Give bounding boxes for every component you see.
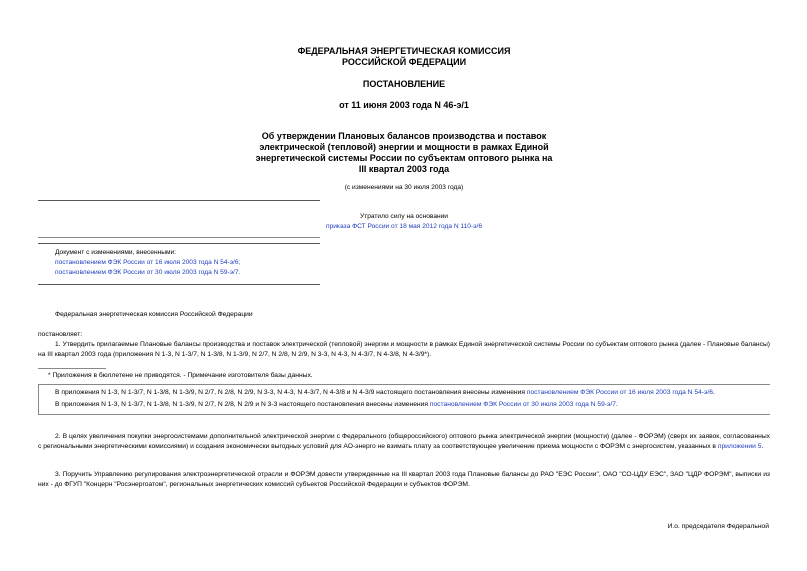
amended-note: (с изменениями на 30 июля 2003 года) xyxy=(344,184,464,191)
change-1-text: В приложения N 1-3, N 1-3/7, N 1-3/8, N 1-3/9, N 2/7, N 2/8, N 2/9, N 3-3, N 4-3, N 4-3/7, N 4-3/8 и N 4-3/9 настоящего постановления внесены изменения xyxy=(55,389,527,396)
amendment-link-2[interactable]: постановлением ФЭК России от 30 июля 2003 года N 59-э/7. xyxy=(55,269,241,276)
validity-text: Утратило силу на основании xyxy=(360,213,448,220)
item-2-text: 2. В целях увеличения покупки энергосистемами дополнительной электрической энергии с Федерального (общероссийского) оптового рынка электрической энергии (мощности) (далее - ФОРЭМ) (сверх их заявок, согласованных с региональными энергетическими комиссиями) и создания экономически выгодных условий для АО-энерго не взимать плату за соответствующее увеличение приема мощности с ФОРЭМ с энергосистем, указанных в xyxy=(38,433,770,450)
title-line4: III квартал 2003 года xyxy=(358,164,450,174)
change-2-end: . xyxy=(616,401,618,408)
decrees: постановляет: xyxy=(38,331,83,338)
title-line1: Об утверждении Плановых балансов производства и поставок xyxy=(261,131,547,141)
amendment-link-1[interactable]: постановлением ФЭК России от 16 июля 2003 года N 54-э/6; xyxy=(55,259,241,266)
change-1-end: . xyxy=(713,389,715,396)
item-3: 3. Поручить Управлению регулирования электроэнергетической отрасли и ФОРЭМ довести утвержденные на III квартал 2003 года Плановые балансы до РАО "ЕЭС России", ОАО "СО-ЦДУ ЕЭС", ЗАО "ЦДР ФОРЭМ", выписки из них - до ФГУП "Концерн "Росэнергоатом", региональных энергетических комиссий субъектов Российской Федерации и субъектов ФОРЭМ. xyxy=(38,471,770,488)
validity-link[interactable]: приказа ФСТ России от 18 мая 2012 года N 110-э/6 xyxy=(326,223,482,230)
signature: И.о. председателя Федеральной xyxy=(667,523,769,530)
change-2-text: В приложения N 1-3, N 1-3/7, N 1-3/8, N 1-3/9, N 2/7, N 2/8, N 2/9 и N 3-3 настоящего постановления внесены изменения xyxy=(55,401,430,408)
item-1: 1. Утвердить прилагаемые Плановые балансы производства и поставок электрической (тепловой) энергии и мощности в рамках Единой энергетической системы России по субъектам оптового рынка (далее - Плановые балансы) на III квартал 2003 года (приложения N 1-3, N 1-3/7, N 1-3/8, N 1-3/9, N 2/7, N 2/8, N 2/9, N 3-3, N 4-3, N 4-3/7, N 4-3/8, N 4-3/9*). xyxy=(38,341,770,358)
title-line2: электрической (тепловой) энергии и мощности в рамках Единой xyxy=(259,142,549,152)
change-1-link[interactable]: постановлением ФЭК России от 16 июля 2003 года N 54-э/6 xyxy=(526,389,714,396)
title-line3: энергетической системы России по субъектам оптового рынка на xyxy=(255,153,553,163)
amendments-intro: Документ с изменениями, внесенными: xyxy=(55,249,177,256)
org-name-line1: ФЕДЕРАЛЬНАЯ ЭНЕРГЕТИЧЕСКАЯ КОМИССИЯ xyxy=(297,46,511,56)
org-name-line2: РОССИЙСКОЙ ФЕДЕРАЦИИ xyxy=(341,57,467,67)
change-2 xyxy=(55,400,770,410)
changes-bottom-rule xyxy=(38,414,770,415)
box-top-rule xyxy=(38,237,320,238)
doc-date: от 11 июня 2003 года N 46-э/1 xyxy=(339,100,469,110)
changes-left-bar xyxy=(38,384,39,414)
doc-type: ПОСТАНОВЛЕНИЕ xyxy=(362,79,446,89)
item-2-link[interactable]: приложении 5 xyxy=(717,442,762,450)
item-2 xyxy=(38,432,770,451)
changes-top-rule xyxy=(38,384,770,385)
box-bottom-rule xyxy=(38,284,320,285)
change-2-link[interactable]: постановлением ФЭК России от 30 июля 2003 года N 59-э/7 xyxy=(429,401,617,408)
item-2-end: . xyxy=(761,442,764,450)
divider xyxy=(38,200,320,201)
footnote: * Приложения в бюллетене не приводятся. - Примечание изготовителя базы данных. xyxy=(48,372,313,379)
change-1 xyxy=(55,388,770,398)
footnote-rule xyxy=(38,368,106,369)
issuer: Федеральная энергетическая комиссия Российской Федерации xyxy=(55,311,253,318)
box-rule xyxy=(38,243,320,244)
